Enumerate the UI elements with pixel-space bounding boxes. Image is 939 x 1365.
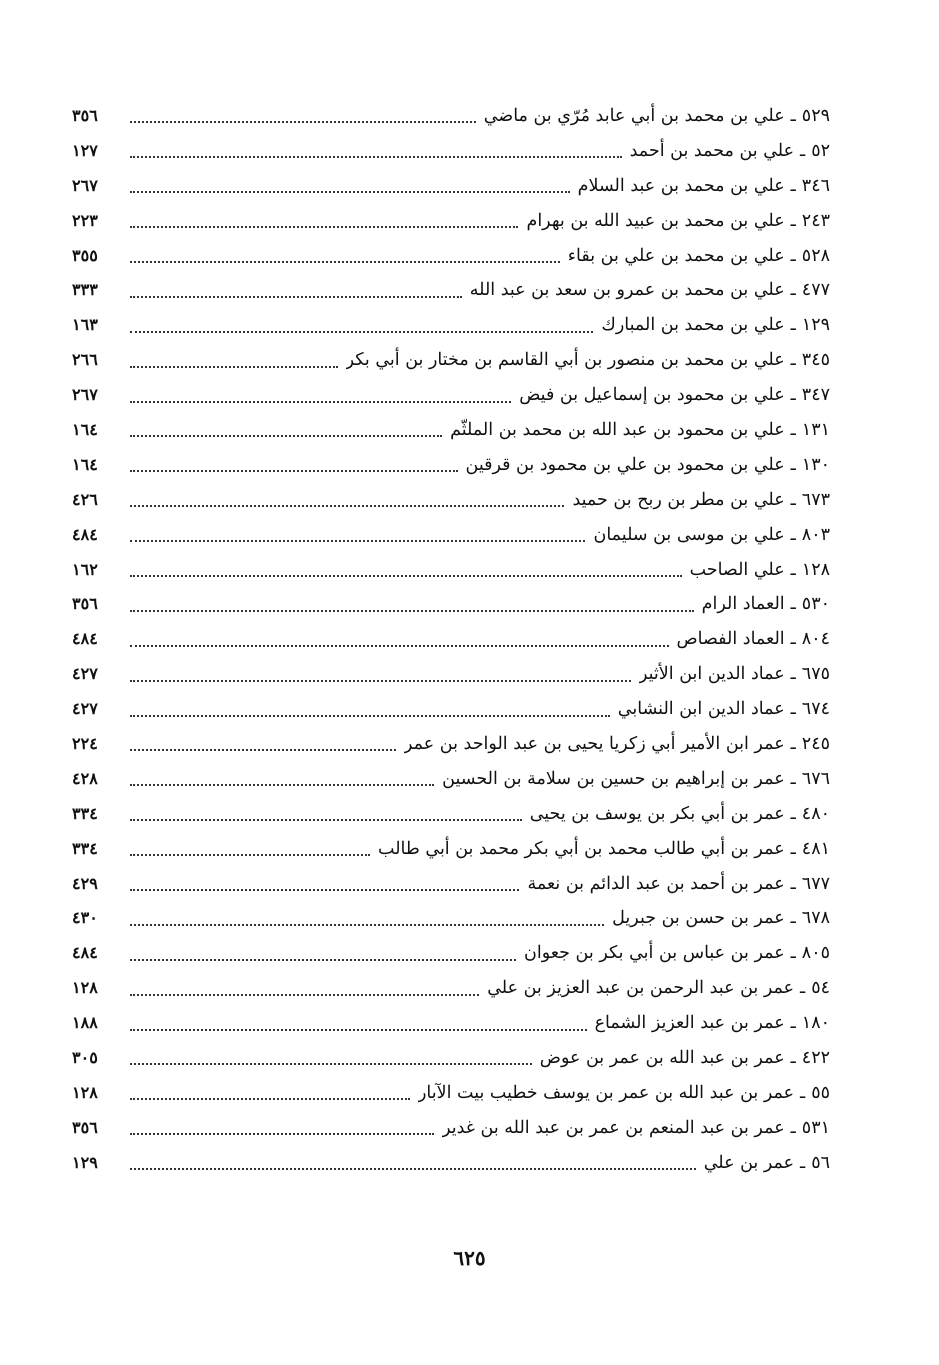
- index-entry: [72, 762, 830, 797]
- entry-name: علي بن محمد بن عبد السلام: [577, 175, 785, 196]
- entry-separator: ـ: [790, 768, 796, 789]
- entry-number: ٥٢: [811, 140, 830, 161]
- entry-separator: ـ: [790, 106, 796, 126]
- entry-separator: ـ: [790, 943, 796, 964]
- entry-separator: ـ: [800, 1082, 806, 1103]
- index-entry: [72, 797, 830, 832]
- entry-separator: ـ: [790, 245, 796, 266]
- entry-name: عمر بن عبد العزيز الشماع: [594, 1013, 785, 1034]
- entry-page-number: ٣٣٣: [72, 280, 98, 300]
- entry-name: عمر بن علي: [703, 1152, 795, 1173]
- entry-name: عمر بن عبد الله بن عمر بن يوسف خطيب بيت الآبار: [417, 1082, 795, 1103]
- entry-name: علي بن محمود بن إسماعيل بن فيض: [519, 385, 785, 406]
- dot-leader: [130, 994, 479, 996]
- dot-leader: [130, 680, 631, 682]
- entry-page-number: ٣٣٤: [72, 838, 98, 858]
- dot-leader: [130, 889, 519, 891]
- dot-leader: [130, 645, 669, 647]
- index-entry: [72, 239, 830, 274]
- entry-number: ١٢٨: [801, 559, 830, 580]
- entry-number: ٥٢٨: [801, 245, 830, 266]
- entry-number: ٨٠٤: [801, 629, 830, 650]
- entry-name: عمر بن عبد المنعم بن عمر بن عبد الله بن غدير: [442, 1117, 785, 1138]
- index-entry: [72, 971, 830, 1006]
- entry-name: علي بن محمد بن عمرو بن سعد بن عبد الله: [469, 280, 785, 301]
- entry-name: عمر بن أبي بكر بن يوسف بن يحيى: [529, 803, 785, 824]
- entry-name: عمر بن حسن بن جبريل: [612, 908, 785, 929]
- index-entry: [72, 553, 830, 588]
- dot-leader: [130, 1168, 696, 1170]
- entry-separator: ـ: [790, 524, 796, 545]
- entry-number: ٤٢٢: [801, 1048, 830, 1069]
- entry-separator: ـ: [790, 1013, 796, 1034]
- index-entry: [72, 936, 830, 971]
- index-entry: [72, 587, 830, 622]
- entry-name: العماد الرام: [701, 594, 785, 615]
- entry-page-number: ١٦٤: [72, 454, 98, 474]
- dot-leader: [130, 784, 434, 786]
- entry-separator: ـ: [790, 559, 796, 580]
- entry-separator: ـ: [790, 454, 796, 475]
- entry-separator: ـ: [790, 315, 796, 336]
- entry-page-number: ١٢٨: [72, 978, 98, 998]
- index-entry: [72, 1111, 830, 1146]
- entry-name: عمر بن إبراهيم بن حسين بن سلامة بن الحسين: [442, 768, 785, 789]
- entry-separator: ـ: [790, 1048, 796, 1069]
- page-number: ٦٢٥: [453, 1246, 486, 1270]
- entry-number: ١٣١: [801, 420, 830, 441]
- entry-page-number: ٢٦٧: [72, 175, 98, 195]
- index-entry: [72, 727, 830, 762]
- dot-leader: [130, 575, 682, 577]
- index-entry: [72, 169, 830, 204]
- entry-separator: ـ: [790, 210, 796, 231]
- entry-number: ٦٧٤: [801, 699, 830, 720]
- dot-leader: [130, 610, 694, 612]
- entry-number: ٦٧٣: [801, 489, 830, 510]
- dot-leader: [130, 819, 522, 821]
- entry-number: ٥٦: [811, 1152, 830, 1173]
- entry-page-number: ٣٣٤: [72, 803, 98, 823]
- entry-name: علي بن مطر بن ربح بن حميد: [572, 489, 785, 510]
- index-entry: [72, 483, 830, 518]
- entry-separator: ـ: [790, 350, 796, 371]
- entry-separator: ـ: [790, 280, 796, 301]
- entry-page-number: ٣٠٥: [72, 1048, 98, 1068]
- dot-leader: [130, 331, 593, 333]
- entry-number: ٣٤٦: [801, 175, 830, 196]
- index-entry: [72, 622, 830, 657]
- entry-name: عمر ابن الأمير أبي زكريا يحيى بن عبد الواحد بن عمر: [404, 734, 785, 755]
- entry-page-number: ٤٨٤: [72, 943, 98, 963]
- entry-page-number: ١٦٤: [72, 420, 98, 440]
- dot-leader: [130, 1063, 532, 1065]
- index-list: [72, 99, 830, 1181]
- dot-leader: [130, 715, 610, 717]
- entry-page-number: ٣٥٦: [72, 1117, 98, 1137]
- entry-page-number: ١٢٨: [72, 1082, 98, 1102]
- index-entry: [72, 901, 830, 936]
- entry-page-number: ٣٥٦: [72, 106, 98, 125]
- entry-name: علي بن محمد بن عبيد الله بن بهرام: [526, 210, 785, 231]
- dot-leader: [130, 156, 622, 158]
- entry-name: علي بن محمد بن أبي عابد مُرّي بن ماضي: [483, 106, 785, 126]
- entry-name: علي بن محمد بن أحمد: [629, 140, 795, 161]
- dot-leader: [130, 296, 462, 298]
- entry-name: علي بن محمود بن علي بن محمود بن قرقين: [465, 454, 785, 475]
- entry-number: ٨٠٣: [801, 524, 830, 545]
- dot-leader: [130, 1029, 587, 1031]
- entry-number: ٤٧٧: [801, 280, 830, 301]
- entry-name: علي بن محمد بن المبارك: [601, 315, 785, 336]
- dot-leader: [130, 749, 396, 751]
- entry-page-number: ٤٨٤: [72, 524, 98, 544]
- entry-page-number: ١٢٧: [72, 140, 98, 160]
- entry-page-number: ٤٢٦: [72, 489, 98, 509]
- entry-separator: ـ: [790, 803, 796, 824]
- entry-page-number: ٤٢٩: [72, 873, 98, 893]
- dot-leader: [130, 924, 604, 926]
- entry-name: علي بن محمود بن عبد الله بن محمد بن الملثّم: [450, 420, 785, 441]
- entry-name: عماد الدين ابن النشابي: [617, 699, 785, 720]
- entry-separator: ـ: [790, 734, 796, 755]
- dot-leader: [130, 959, 516, 961]
- entry-number: ٥٣٠: [801, 594, 830, 615]
- entry-name: عمر بن عبد الله بن عمر بن عوض: [539, 1048, 785, 1069]
- index-entry: [72, 204, 830, 239]
- entry-separator: ـ: [800, 978, 806, 999]
- index-entry: [72, 134, 830, 169]
- dot-leader: [130, 854, 370, 856]
- index-entry: [72, 378, 830, 413]
- entry-name: علي بن موسى بن سليمان: [593, 524, 785, 545]
- entry-separator: ـ: [790, 594, 796, 615]
- index-entry: [72, 308, 830, 343]
- dot-leader: [130, 401, 511, 403]
- entry-separator: ـ: [790, 385, 796, 406]
- entry-separator: ـ: [790, 699, 796, 720]
- entry-number: ٦٧٧: [801, 873, 830, 894]
- entry-number: ٥٥: [811, 1082, 830, 1103]
- index-entry: [72, 867, 830, 902]
- entry-name: عماد الدين ابن الأثير: [639, 664, 785, 685]
- entry-page-number: ٤٢٨: [72, 768, 98, 788]
- index-entry: [72, 657, 830, 692]
- entry-name: العماد الفصاص: [676, 629, 785, 650]
- entry-separator: ـ: [790, 838, 796, 859]
- dot-leader: [130, 505, 564, 507]
- index-entry: [72, 343, 830, 378]
- entry-page-number: ٤٢٧: [72, 699, 98, 719]
- entry-separator: ـ: [790, 908, 796, 929]
- entry-page-number: ٤٢٧: [72, 664, 98, 684]
- entry-number: ٣٤٧: [801, 385, 830, 406]
- entry-page-number: ١٢٩: [72, 1152, 98, 1172]
- entry-page-number: ٢٢٤: [72, 734, 98, 754]
- dot-leader: [130, 226, 518, 228]
- entry-number: ٥٤: [811, 978, 830, 999]
- entry-number: ٣٤٥: [801, 350, 830, 371]
- entry-page-number: ٤٣٠: [72, 908, 98, 928]
- entry-number: ١٨٠: [801, 1013, 830, 1034]
- entry-number: ١٢٩: [801, 315, 830, 336]
- entry-name: علي بن محمد بن علي بن بقاء: [567, 245, 785, 266]
- entry-separator: ـ: [790, 420, 796, 441]
- dot-leader: [130, 1098, 410, 1100]
- entry-separator: ـ: [790, 873, 796, 894]
- index-entry: [72, 448, 830, 483]
- entry-separator: ـ: [800, 140, 806, 161]
- entry-number: ٤٨٠: [801, 803, 830, 824]
- dot-leader: [130, 191, 570, 193]
- entry-page-number: ١٦٢: [72, 559, 98, 579]
- entry-page-number: ٢٦٦: [72, 350, 98, 370]
- entry-separator: ـ: [790, 489, 796, 510]
- entry-name: علي الصاحب: [689, 559, 785, 580]
- entry-number: ٥٢٩: [801, 106, 830, 126]
- entry-number: ٨٠٥: [801, 943, 830, 964]
- entry-separator: ـ: [790, 175, 796, 196]
- entry-page-number: ١٦٣: [72, 315, 98, 335]
- entry-page-number: ٣٥٥: [72, 245, 98, 265]
- entry-number: ٥٣١: [801, 1117, 830, 1138]
- dot-leader: [130, 470, 458, 472]
- entry-page-number: ١٨٨: [72, 1013, 98, 1033]
- entry-page-number: ٢٦٧: [72, 385, 98, 405]
- entry-name: علي بن محمد بن منصور بن أبي القاسم بن مختار بن أبي بكر: [345, 350, 785, 371]
- dot-leader: [130, 121, 476, 123]
- index-entry: [72, 518, 830, 553]
- entry-page-number: ٣٥٦: [72, 594, 98, 614]
- entry-name: عمر بن عباس بن أبي بكر بن جعوان: [523, 943, 785, 964]
- entry-number: ١٣٠: [801, 454, 830, 475]
- index-entry: [72, 1006, 830, 1041]
- index-entry: [72, 413, 830, 448]
- entry-page-number: ٤٨٤: [72, 629, 98, 649]
- index-entry: [72, 1076, 830, 1111]
- index-entry: [72, 99, 830, 134]
- entry-number: ٦٧٥: [801, 664, 830, 685]
- dot-leader: [130, 261, 560, 263]
- entry-separator: ـ: [790, 664, 796, 685]
- dot-leader: [130, 1133, 434, 1135]
- entry-page-number: ٢٢٣: [72, 210, 98, 230]
- entry-separator: ـ: [790, 1117, 796, 1138]
- index-entry: [72, 692, 830, 727]
- entry-number: ٤٨١: [801, 838, 830, 859]
- entry-name: عمر بن عبد الرحمن بن عبد العزيز بن علي: [487, 978, 795, 999]
- index-entry: [72, 273, 830, 308]
- entry-number: ٢٤٣: [801, 210, 830, 231]
- entry-name: عمر بن أحمد بن عبد الدائم بن نعمة: [527, 873, 785, 894]
- entry-number: ٦٧٨: [801, 908, 830, 929]
- entry-separator: ـ: [790, 629, 796, 650]
- index-entry: [72, 1146, 830, 1181]
- dot-leader: [130, 435, 442, 437]
- dot-leader: [130, 366, 338, 368]
- entry-name: عمر بن أبي طالب محمد بن أبي بكر محمد بن أبي طالب: [378, 838, 785, 859]
- entry-number: ٢٤٥: [801, 734, 830, 755]
- index-entry: [72, 1041, 830, 1076]
- dot-leader: [130, 540, 585, 542]
- entry-separator: ـ: [800, 1152, 806, 1173]
- entry-number: ٦٧٦: [801, 768, 830, 789]
- index-entry: [72, 832, 830, 867]
